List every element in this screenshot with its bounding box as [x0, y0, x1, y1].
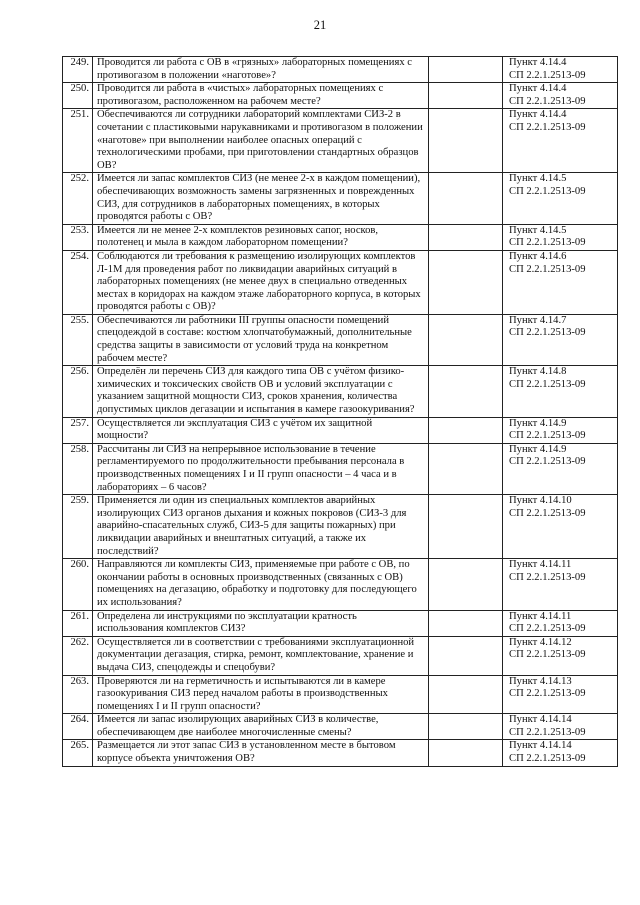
question-text: Обеспечиваются ли работники III группы опасности помещений спецодеждой в составе: костюм хлопчатобумажный, дополнительные средства защиты в зависимости от условий труда на конкретном рабочем месте? — [93, 314, 429, 365]
reference-document: СП 2.2.1.2513-09 — [509, 378, 586, 390]
answer-cell[interactable] — [429, 740, 503, 766]
row-number: 255. — [63, 314, 93, 365]
reference-cell — [503, 83, 618, 109]
answer-cell[interactable] — [429, 366, 503, 417]
reference-document: СП 2.2.1.2513-09 — [509, 688, 586, 700]
reference-clause: Пункт 4.14.8 — [509, 366, 567, 378]
row-number: 265. — [63, 740, 93, 766]
reference-cell — [503, 173, 618, 224]
table-row — [63, 109, 618, 173]
row-number: 257. — [63, 417, 93, 443]
row-number: 250. — [63, 83, 93, 109]
answer-cell[interactable] — [429, 173, 503, 224]
question-text: Рассчитаны ли СИЗ на непрерывное использование в течение регламентируемого по продолжительности пребывания персонала в производственных помещениях I и II групп опасности – 4 часа и в лабораториях – 6 часов? — [93, 443, 429, 494]
reference-document: СП 2.2.1.2513-09 — [509, 430, 586, 442]
question-text: Размещается ли этот запас СИЗ в установленном месте в бытовом корпусе объекта уничтожения ОВ? — [93, 740, 429, 766]
table-row — [63, 250, 618, 314]
row-number: 252. — [63, 173, 93, 224]
reference-document: СП 2.2.1.2513-09 — [509, 753, 586, 765]
reference-clause: Пункт 4.14.10 — [509, 495, 572, 507]
reference-clause: Пункт 4.14.14 — [509, 714, 572, 726]
reference-clause: Пункт 4.14.13 — [509, 675, 572, 687]
row-number: 254. — [63, 250, 93, 314]
question-text: Направляются ли комплекты СИЗ, применяемые при работе с ОВ, по окончании работы в основных производственных (связанных с ОВ) помещениях на дегазацию, обработку и подготовку для последующего их использования? — [93, 559, 429, 610]
reference-clause: Пункт 4.14.14 — [509, 740, 572, 752]
reference-document: СП 2.2.1.2513-09 — [509, 121, 586, 133]
reference-cell — [503, 417, 618, 443]
reference-cell — [503, 636, 618, 675]
answer-cell[interactable] — [429, 314, 503, 365]
answer-cell[interactable] — [429, 443, 503, 494]
reference-document: СП 2.2.1.2513-09 — [509, 327, 586, 339]
reference-cell — [503, 559, 618, 610]
question-text: Проводится ли работа в «чистых» лабораторных помещениях с противогазом, расположенном на рабочем месте? — [93, 83, 429, 109]
reference-cell — [503, 675, 618, 714]
question-text: Имеется ли не менее 2-х комплектов резиновых сапог, носков, полотенец и мыла в каждом лабораторном помещении? — [93, 224, 429, 250]
reference-cell — [503, 57, 618, 83]
row-number: 249. — [63, 57, 93, 83]
row-number: 263. — [63, 675, 93, 714]
reference-document: СП 2.2.1.2513-09 — [509, 456, 586, 468]
reference-document: СП 2.2.1.2513-09 — [509, 507, 586, 519]
reference-clause: Пункт 4.14.4 — [509, 109, 567, 121]
answer-cell[interactable] — [429, 83, 503, 109]
row-number: 253. — [63, 224, 93, 250]
row-number: 251. — [63, 109, 93, 173]
reference-clause: Пункт 4.14.11 — [509, 559, 572, 571]
question-text: Имеется ли запас изолирующих аварийных СИЗ в количестве, обеспечивающем две наиболее многочисленные смены? — [93, 714, 429, 740]
reference-clause: Пункт 4.14.12 — [509, 636, 572, 648]
answer-cell[interactable] — [429, 559, 503, 610]
page-number: 21 — [313, 18, 327, 32]
row-number: 262. — [63, 636, 93, 675]
answer-cell[interactable] — [429, 714, 503, 740]
reference-clause: Пункт 4.14.6 — [509, 250, 567, 262]
row-number: 258. — [63, 443, 93, 494]
reference-cell — [503, 314, 618, 365]
question-text: Применяется ли один из специальных комплектов аварийных изолирующих СИЗ органов дыхания и кожных покровов (СИЗ-3 для аварийно-спасательных служб, СИЗ-5 для защиты пожарных) при ликвидации аварийных и внештатных ситуаций, а также их последствий? — [93, 495, 429, 559]
reference-cell — [503, 366, 618, 417]
table-row — [63, 740, 618, 766]
row-number: 261. — [63, 610, 93, 636]
reference-document: СП 2.2.1.2513-09 — [509, 69, 586, 81]
answer-cell[interactable] — [429, 610, 503, 636]
checklist-table — [62, 56, 618, 767]
reference-cell — [503, 224, 618, 250]
question-text: Соблюдаются ли требования к размещению изолирующих комплектов Л-1М для проведения работ по ликвидации аварийных ситуаций в лабораторных помещениях (не менее двух в специально отведенных местах в коридорах на каждом этаже лабораторного корпуса, в которых проводятся работы с ОВ)? — [93, 250, 429, 314]
table-row — [63, 559, 618, 610]
answer-cell[interactable] — [429, 250, 503, 314]
answer-cell[interactable] — [429, 636, 503, 675]
reference-cell — [503, 250, 618, 314]
question-text: Проводится ли работа с ОВ в «грязных» лабораторных помещениях с противогазом в положении «наготове»? — [93, 57, 429, 83]
reference-clause: Пункт 4.14.4 — [509, 83, 567, 95]
table-row — [63, 714, 618, 740]
reference-cell — [503, 443, 618, 494]
table-row — [63, 417, 618, 443]
reference-clause: Пункт 4.14.9 — [509, 443, 567, 455]
table-row — [63, 83, 618, 109]
question-text: Осуществляется ли в соответствии с требованиями эксплуатационной документации дегазация, стирка, ремонт, комплектование, хранение и выдача СИЗ, спецодежды и спецобуви? — [93, 636, 429, 675]
table-row — [63, 443, 618, 494]
row-number: 256. — [63, 366, 93, 417]
reference-clause: Пункт 4.14.5 — [509, 173, 567, 185]
question-text: Имеется ли запас комплектов СИЗ (не менее 2-х в каждом помещении), обеспечивающих возможность замены загрязненных и поврежденных СИЗ, для сотрудников в лабораторных помещениях, в которых проводятся работы с ОВ? — [93, 173, 429, 224]
reference-clause: Пункт 4.14.7 — [509, 314, 567, 326]
question-text: Обеспечиваются ли сотрудники лабораторий комплектами СИЗ-2 в сочетании с пластиковыми нарукавниками и противогазом в положении «наготове» при выполнении наиболее опасных операций с технологическими пробами, при приготовлении стандартных образцов ОВ? — [93, 109, 429, 173]
row-number: 260. — [63, 559, 93, 610]
table-row — [63, 675, 618, 714]
reference-cell — [503, 495, 618, 559]
table-row — [63, 173, 618, 224]
question-text: Определена ли инструкциями по эксплуатации кратность использования комплектов СИЗ? — [93, 610, 429, 636]
table-row — [63, 366, 618, 417]
reference-document: СП 2.2.1.2513-09 — [509, 649, 586, 661]
reference-cell — [503, 109, 618, 173]
reference-clause: Пункт 4.14.4 — [509, 57, 567, 68]
row-number: 259. — [63, 495, 93, 559]
reference-clause: Пункт 4.14.11 — [509, 610, 572, 622]
reference-document: СП 2.2.1.2513-09 — [509, 185, 586, 197]
answer-cell[interactable] — [429, 495, 503, 559]
table-row — [63, 610, 618, 636]
table-row — [63, 314, 618, 365]
answer-cell[interactable] — [429, 57, 503, 83]
reference-document: СП 2.2.1.2513-09 — [509, 571, 586, 583]
answer-cell[interactable] — [429, 675, 503, 714]
table-row — [63, 224, 618, 250]
row-number: 264. — [63, 714, 93, 740]
reference-document: СП 2.2.1.2513-09 — [509, 95, 586, 107]
answer-cell[interactable] — [429, 417, 503, 443]
question-text: Проверяются ли на герметичность и испытываются ли в камере газоокуривания СИЗ перед началом работы в производственных помещениях I и II групп опасности? — [93, 675, 429, 714]
reference-cell — [503, 714, 618, 740]
question-text: Определён ли перечень СИЗ для каждого типа ОВ с учётом физико-химических и токсических свойств ОВ и условий эксплуатации с указанием защитной мощности СИЗ, сроков хранения, количества допустимых циклов дегазации и испытания в камере газоокуривания? — [93, 366, 429, 417]
table-row — [63, 57, 618, 83]
reference-clause: Пункт 4.14.5 — [509, 224, 567, 236]
table-row — [63, 636, 618, 675]
reference-cell — [503, 740, 618, 766]
reference-document: СП 2.2.1.2513-09 — [509, 726, 586, 738]
reference-cell — [503, 610, 618, 636]
question-text: Осуществляется ли эксплуатация СИЗ с учётом их защитной мощности? — [93, 417, 429, 443]
answer-cell[interactable] — [429, 224, 503, 250]
answer-cell[interactable] — [429, 109, 503, 173]
reference-document: СП 2.2.1.2513-09 — [509, 623, 586, 635]
reference-document: СП 2.2.1.2513-09 — [509, 237, 586, 249]
reference-clause: Пункт 4.14.9 — [509, 417, 567, 429]
checklist-rows — [63, 57, 618, 767]
table-row — [63, 495, 618, 559]
reference-document: СП 2.2.1.2513-09 — [509, 263, 586, 275]
